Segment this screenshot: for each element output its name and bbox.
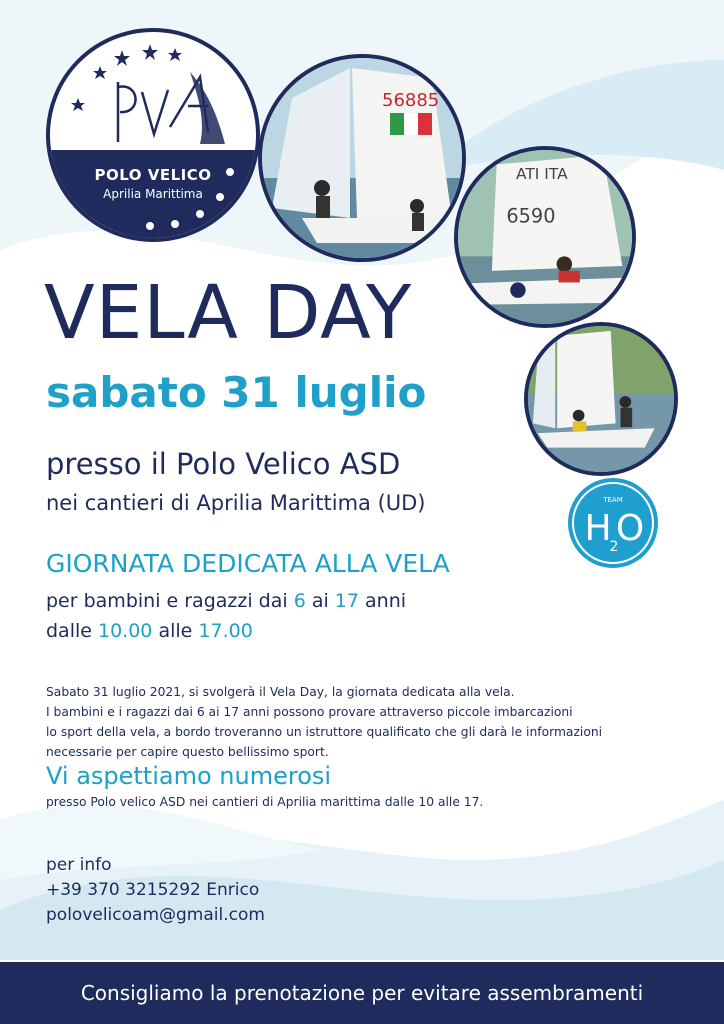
- team-h2o-badge: [568, 478, 658, 568]
- polo-velico-logo: [46, 28, 260, 242]
- event-venue: presso il Polo Velico ASD: [46, 447, 401, 481]
- star-icon: [50, 32, 256, 238]
- svg-text:2: 2: [609, 539, 619, 555]
- age-from: 6: [293, 590, 306, 612]
- info-email[interactable]: polovelicoam@gmail.com: [46, 905, 265, 925]
- age-prefix: per bambini e ragazzi dai: [46, 590, 294, 612]
- time-range: [46, 622, 253, 641]
- time-mid: alle: [152, 620, 199, 642]
- event-heading: GIORNATA DEDICATA ALLA VELA: [46, 549, 450, 578]
- info-phone[interactable]: +39 370 3215292 Enrico: [46, 880, 260, 900]
- svg-text:56885: 56885: [382, 90, 440, 111]
- time-to: 17.00: [198, 620, 253, 642]
- description-line: Sabato 31 luglio 2021, si svolgerà il Vela Day, la giornata dedicata alla vela.: [46, 685, 515, 699]
- time-prefix: dalle: [46, 620, 98, 642]
- svg-text:TEAM: TEAM: [603, 496, 623, 504]
- event-venue-detail: nei cantieri di Aprilia Marittima (UD): [46, 491, 426, 515]
- time-from: 10.00: [98, 620, 153, 642]
- page-title: VELA DAY: [44, 270, 413, 356]
- svg-text:O: O: [615, 508, 645, 549]
- svg-text:6590: 6590: [506, 204, 556, 228]
- contact-info: [46, 853, 265, 928]
- sailboat-icon: [528, 326, 674, 472]
- photo-sailboat-56885: [258, 54, 466, 262]
- description-line: necessarie per capire questo bellissimo sport.: [46, 745, 329, 759]
- description: [46, 682, 686, 762]
- description-line: lo sport della vela, a bordo troveranno un istruttore qualificato che gli darà le informazioni: [46, 725, 603, 739]
- svg-text:H: H: [584, 508, 612, 549]
- invite-detail: presso Polo velico ASD nei cantieri di Aprilia marittima dalle 10 alle 17.: [46, 795, 484, 809]
- logo-title: POLO VELICO: [94, 166, 212, 184]
- age-to: 17: [334, 590, 359, 612]
- logo-subtitle: Aprilia Marittima: [103, 187, 203, 201]
- photo-sailboat-6590: [454, 146, 636, 328]
- sailboat-icon: [458, 150, 632, 324]
- sailboat-icon: [262, 58, 462, 258]
- footer-banner: Consigliamo la prenotazione per evitare assembramenti: [0, 962, 724, 1024]
- h2o-logo-icon: [568, 478, 658, 568]
- event-date: sabato 31 luglio: [46, 368, 427, 417]
- age-mid: ai: [305, 590, 335, 612]
- info-label: per info: [46, 855, 112, 875]
- svg-text:ATI ITA: ATI ITA: [516, 165, 568, 183]
- age-range: [46, 592, 406, 611]
- photo-sailboat-lake: [524, 322, 678, 476]
- description-line: I bambini e i ragazzi dai 6 ai 17 anni possono provare attraverso piccole imbarcazioni: [46, 705, 573, 719]
- invite-heading: Vi aspettiamo numerosi: [46, 762, 332, 790]
- age-suffix: anni: [358, 590, 407, 612]
